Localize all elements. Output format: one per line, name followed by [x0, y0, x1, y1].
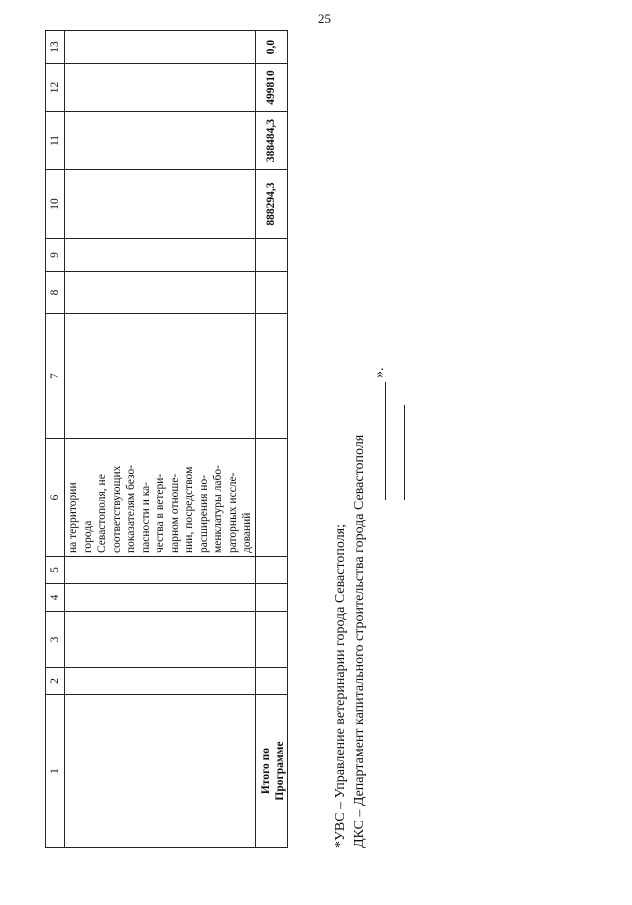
- table-cell: [65, 314, 256, 439]
- header-cell: 3: [46, 612, 65, 668]
- table-cell: [65, 170, 256, 239]
- footnote-uvs: *УВС – Управление ветеринарии города Севастополя;: [333, 523, 348, 848]
- header-cell: 9: [46, 239, 65, 272]
- description-cell: [65, 439, 256, 557]
- header-cell: 11: [46, 112, 65, 170]
- table-row: [65, 31, 256, 848]
- total-value-col10: 888294,3: [256, 170, 288, 239]
- table-cell: [65, 557, 256, 584]
- table-cell: [65, 272, 256, 314]
- table-header-row: [46, 31, 65, 848]
- table-cell: [256, 584, 288, 612]
- total-value-col11: 388484,3: [256, 112, 288, 170]
- header-cell: 2: [46, 668, 65, 695]
- table-cell: [256, 612, 288, 668]
- header-cell: 8: [46, 272, 65, 314]
- description-text: на территории города Севастополя, не соответствующих показателям безо- пасности и ка- чества в ветери- нарном отноше- нии, посредством расширения но- менклатуры лабо- раторных иссле- дований: [67, 464, 253, 553]
- table-cell: [256, 272, 288, 314]
- total-value-col13: 0,0: [256, 31, 288, 64]
- program-table: [45, 30, 288, 848]
- table-cell: [256, 239, 288, 272]
- header-cell: 10: [46, 170, 65, 239]
- header-cell: 5: [46, 557, 65, 584]
- header-cell: 7: [46, 314, 65, 439]
- table-cell: [65, 64, 256, 112]
- header-cell: 12: [46, 64, 65, 112]
- header-cell: 13: [46, 31, 65, 64]
- blank-underline-2: [404, 405, 405, 500]
- total-label-line1: Итого по: [260, 747, 272, 795]
- table-cell: [65, 112, 256, 170]
- total-label-cell: [256, 695, 288, 848]
- header-cell: 6: [46, 439, 65, 557]
- table-cell: [65, 695, 256, 848]
- total-value-col12: 499810: [256, 64, 288, 112]
- table-cell: [256, 668, 288, 695]
- table-cell: [256, 314, 288, 439]
- table-cell: [65, 584, 256, 612]
- table-cell: [256, 439, 288, 557]
- footnote-dks: ДКС – Департамент капитального строительства города Севастополя: [352, 434, 367, 848]
- table-cell: [65, 612, 256, 668]
- table-cell: [65, 31, 256, 64]
- page-number: 25: [318, 11, 331, 26]
- header-cell: 1: [46, 695, 65, 848]
- table-cell: [256, 557, 288, 584]
- header-cell: 4: [46, 584, 65, 612]
- table-cell: [65, 668, 256, 695]
- blank-underline-1: [385, 382, 386, 500]
- table-cell: [65, 239, 256, 272]
- total-row: [256, 31, 288, 848]
- total-label-line2: Программе: [274, 741, 286, 801]
- closing-mark: ».: [372, 367, 387, 378]
